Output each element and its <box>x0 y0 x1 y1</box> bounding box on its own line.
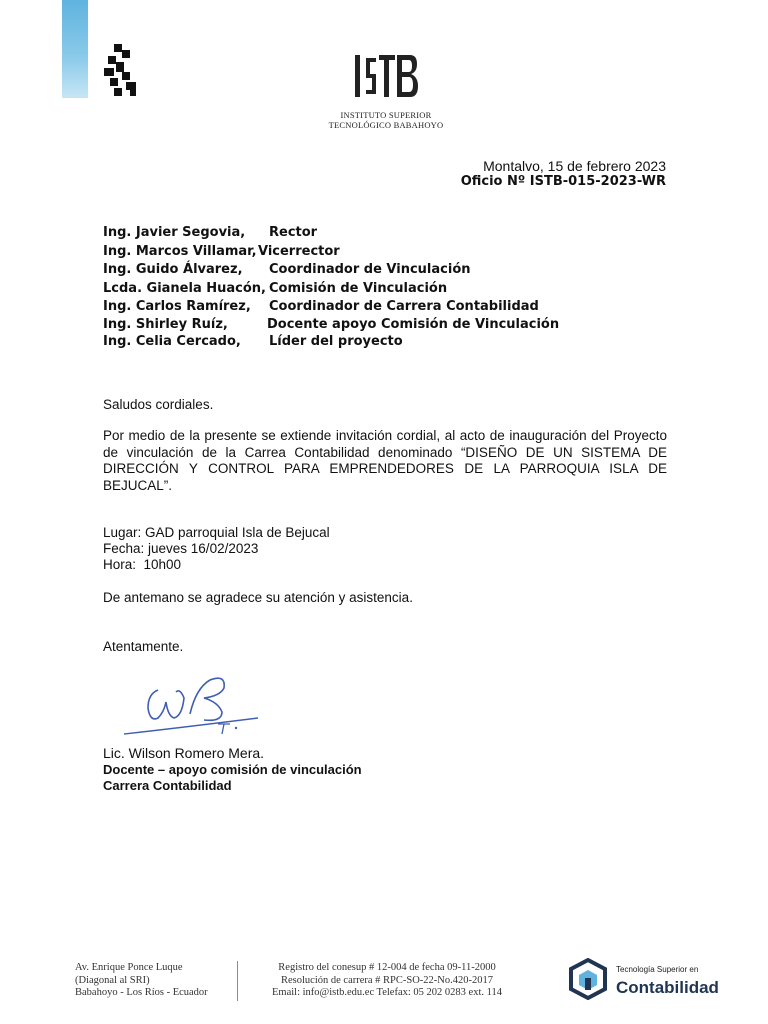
istb-logo-icon <box>352 52 420 102</box>
institute-line1: INSTITUTO SUPERIOR <box>340 110 432 120</box>
event-place: Lugar: GAD parroquial Isla de Bejucal <box>103 525 330 540</box>
institute-name <box>300 110 472 130</box>
registration-line1: Registro del conesup # 12-004 de fecha 09-11-2000 <box>278 962 496 973</box>
recipient-name: Ing. Guido Álvarez, <box>103 262 243 277</box>
signer-name: Lic. Wilson Romero Mera. <box>103 745 265 761</box>
recipient-role: Coordinador de Vinculación <box>269 262 471 277</box>
recipient-name: Lcda. Gianela Huacón, <box>103 280 266 296</box>
recipient-role: Vicerrector <box>258 243 340 259</box>
signature-scribble <box>118 668 268 749</box>
greeting: Saludos cordiales. <box>103 397 214 412</box>
letter-date: Montalvo, 15 de febrero 2023 <box>483 158 666 174</box>
footer-address <box>75 962 208 1000</box>
footer-divider <box>237 961 238 1001</box>
recipient-name: Ing. Javier Segovia, <box>103 225 246 240</box>
recipient-role: Comisión de Vinculación <box>269 280 448 296</box>
address-line2: (Diagonal al SRI) <box>75 974 150 986</box>
contact-line: Email: info@istb.edu.ec Telefax: 05 202 0283 ext. 114 <box>272 987 502 998</box>
recipient-name: Ing. Marcos Villamar, <box>103 243 257 259</box>
recipient-role: Coordinador de Carrera Contabilidad <box>269 299 539 314</box>
istb-logo <box>352 52 420 107</box>
recipient-name: Ing. Shirley Ruíz, <box>103 316 228 332</box>
registration-line2: Resolución de carrera # RPC-SO-22-No.420-2017 <box>281 974 493 986</box>
recipient-name: Ing. Celia Cercado, <box>103 333 241 349</box>
signature-icon <box>118 668 268 744</box>
recipient-role: Rector <box>269 225 318 240</box>
signer-title-line2: Carrera Contabilidad <box>103 777 232 793</box>
letter-reference: Oficio Nº ISTB-015-2023-WR <box>460 174 666 189</box>
thanks-line: De antemano se agradece su atención y asistencia. <box>103 590 413 605</box>
recipient-role: Líder del proyecto <box>269 333 403 349</box>
recipient-role: Docente apoyo Comisión de Vinculación <box>267 316 560 332</box>
invitation-paragraph: Por medio de la presente se extiende invitación cordial, al acto de inauguración del Proyecto de vinculación de la Carrea Contabilidad denominado “DISEÑO DE UN SISTEMA DE DIRECCIÓN Y CONTROL PARA EMPRENDEDORES DE LA PARROQUIA ISLA DE BEJUCAL”. <box>103 428 667 493</box>
closing: Atentamente. <box>103 639 184 654</box>
event-time: Hora: 10h00 <box>103 557 182 572</box>
institute-line2: TECNOLÓGICO BABAHOYO <box>328 120 444 130</box>
signer-title <box>103 762 362 793</box>
career-big-label: Contabilidad <box>616 978 719 997</box>
event-date: Fecha: jueves 16/02/2023 <box>103 541 259 556</box>
career-small-label: Tecnología Superior en <box>616 965 699 974</box>
recipient-name: Ing. Carlos Ramírez, <box>103 299 251 314</box>
address-line1: Av. Enrique Ponce Luque <box>75 962 183 973</box>
contabilidad-logo-icon <box>568 958 608 1005</box>
signer-title-line1: Docente – apoyo comisión de vinculación <box>103 762 362 777</box>
address-line3: Babahoyo - Los Ríos - Ecuador <box>75 987 208 998</box>
pixel-pattern-decoration <box>100 44 140 96</box>
footer-registration <box>268 962 506 1000</box>
blue-accent-bar <box>62 0 88 98</box>
